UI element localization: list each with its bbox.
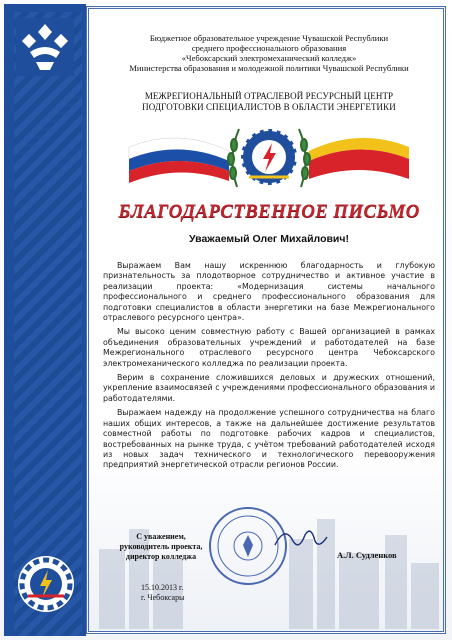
issue-date-block: [141, 583, 184, 603]
center-line: ПОДГОТОВКИ СПЕЦИАЛИСТОВ В ОБЛАСТИ ЭНЕРГЕТИКИ: [142, 102, 396, 112]
letter-body: [103, 261, 435, 475]
header-line: среднего профессионального образования: [191, 43, 347, 53]
signature-title: [115, 532, 207, 562]
paragraph: Верим в сохранение сложившихся деловых и дружеских отношений, укрепление взаимосвязей с учреждениями профессионального образования и работодателями.: [103, 373, 435, 403]
letter-sheet: [86, 6, 446, 634]
chuvash-emblem-icon: [16, 18, 74, 76]
paragraph: Выражаем надежду на продолжение успешного сотрудничества на благо наших общих интересов, а также на дальнейшее достижение результатов совместной работы по подготовке рабочих кадров и специалистов, востребованных на рынке труда, с учётом требований работодателей исходя из новых задач технического и технологического перевооружения предприятий энергетической отрасли регионов России.: [103, 408, 435, 470]
institution-header: [89, 33, 449, 73]
header-line: Бюджетное образовательное учреждение Чувашской Республики: [149, 33, 389, 43]
signatory-name: А.Л. Судленков: [337, 550, 397, 560]
header-line: «Чебоксарский электромеханический колледж»: [181, 53, 357, 63]
band-pattern: [14, 12, 82, 636]
header-line: Министерства образования и молодежной политики Чувашской Республики: [129, 63, 409, 73]
signature-line: директор колледжа: [125, 552, 197, 561]
signature-line: С уважением,: [136, 532, 186, 541]
handwritten-signature: [271, 523, 329, 553]
letter-title: БЛАГОДАРСТВЕННОЕ ПИСЬМО: [118, 201, 420, 222]
paragraph: Мы высоко ценим совместную работу с Вашей организацией в рамках объединения образовательных учреждений и работодателей на базе Межрегионального отраслевого ресурсного центра Чебоксарского электромеханического колледжа по реализации проекта.: [103, 327, 435, 368]
left-decorative-band: [4, 4, 86, 636]
center-line: МЕЖРЕГИОНАЛЬНЫЙ ОТРАСЛЕВОЙ РЕСУРСНЫЙ ЦЕНТР: [144, 91, 394, 101]
paragraph: Выражаем Вам нашу искреннюю благодарность и глубокую признательность за плодотворное сотрудничество и активное участие в реализации проекта: «Модернизация системы начального профессионального и среднего профессионального образования для подготовки специалистов в области энергетики на базе Межрегионального отраслевого ресурсного центра».: [103, 261, 435, 323]
college-gear-emblem-icon: [14, 552, 78, 616]
resource-center-header: [89, 91, 449, 113]
signature-line: руководитель проекта,: [119, 542, 203, 551]
issue-date: 15.10.2013 г.: [141, 583, 184, 592]
issue-city: г. Чебоксары: [141, 593, 185, 602]
flags-and-emblem: [89, 117, 449, 195]
greeting: Уважаемый Олег Михайлович!: [189, 233, 349, 245]
